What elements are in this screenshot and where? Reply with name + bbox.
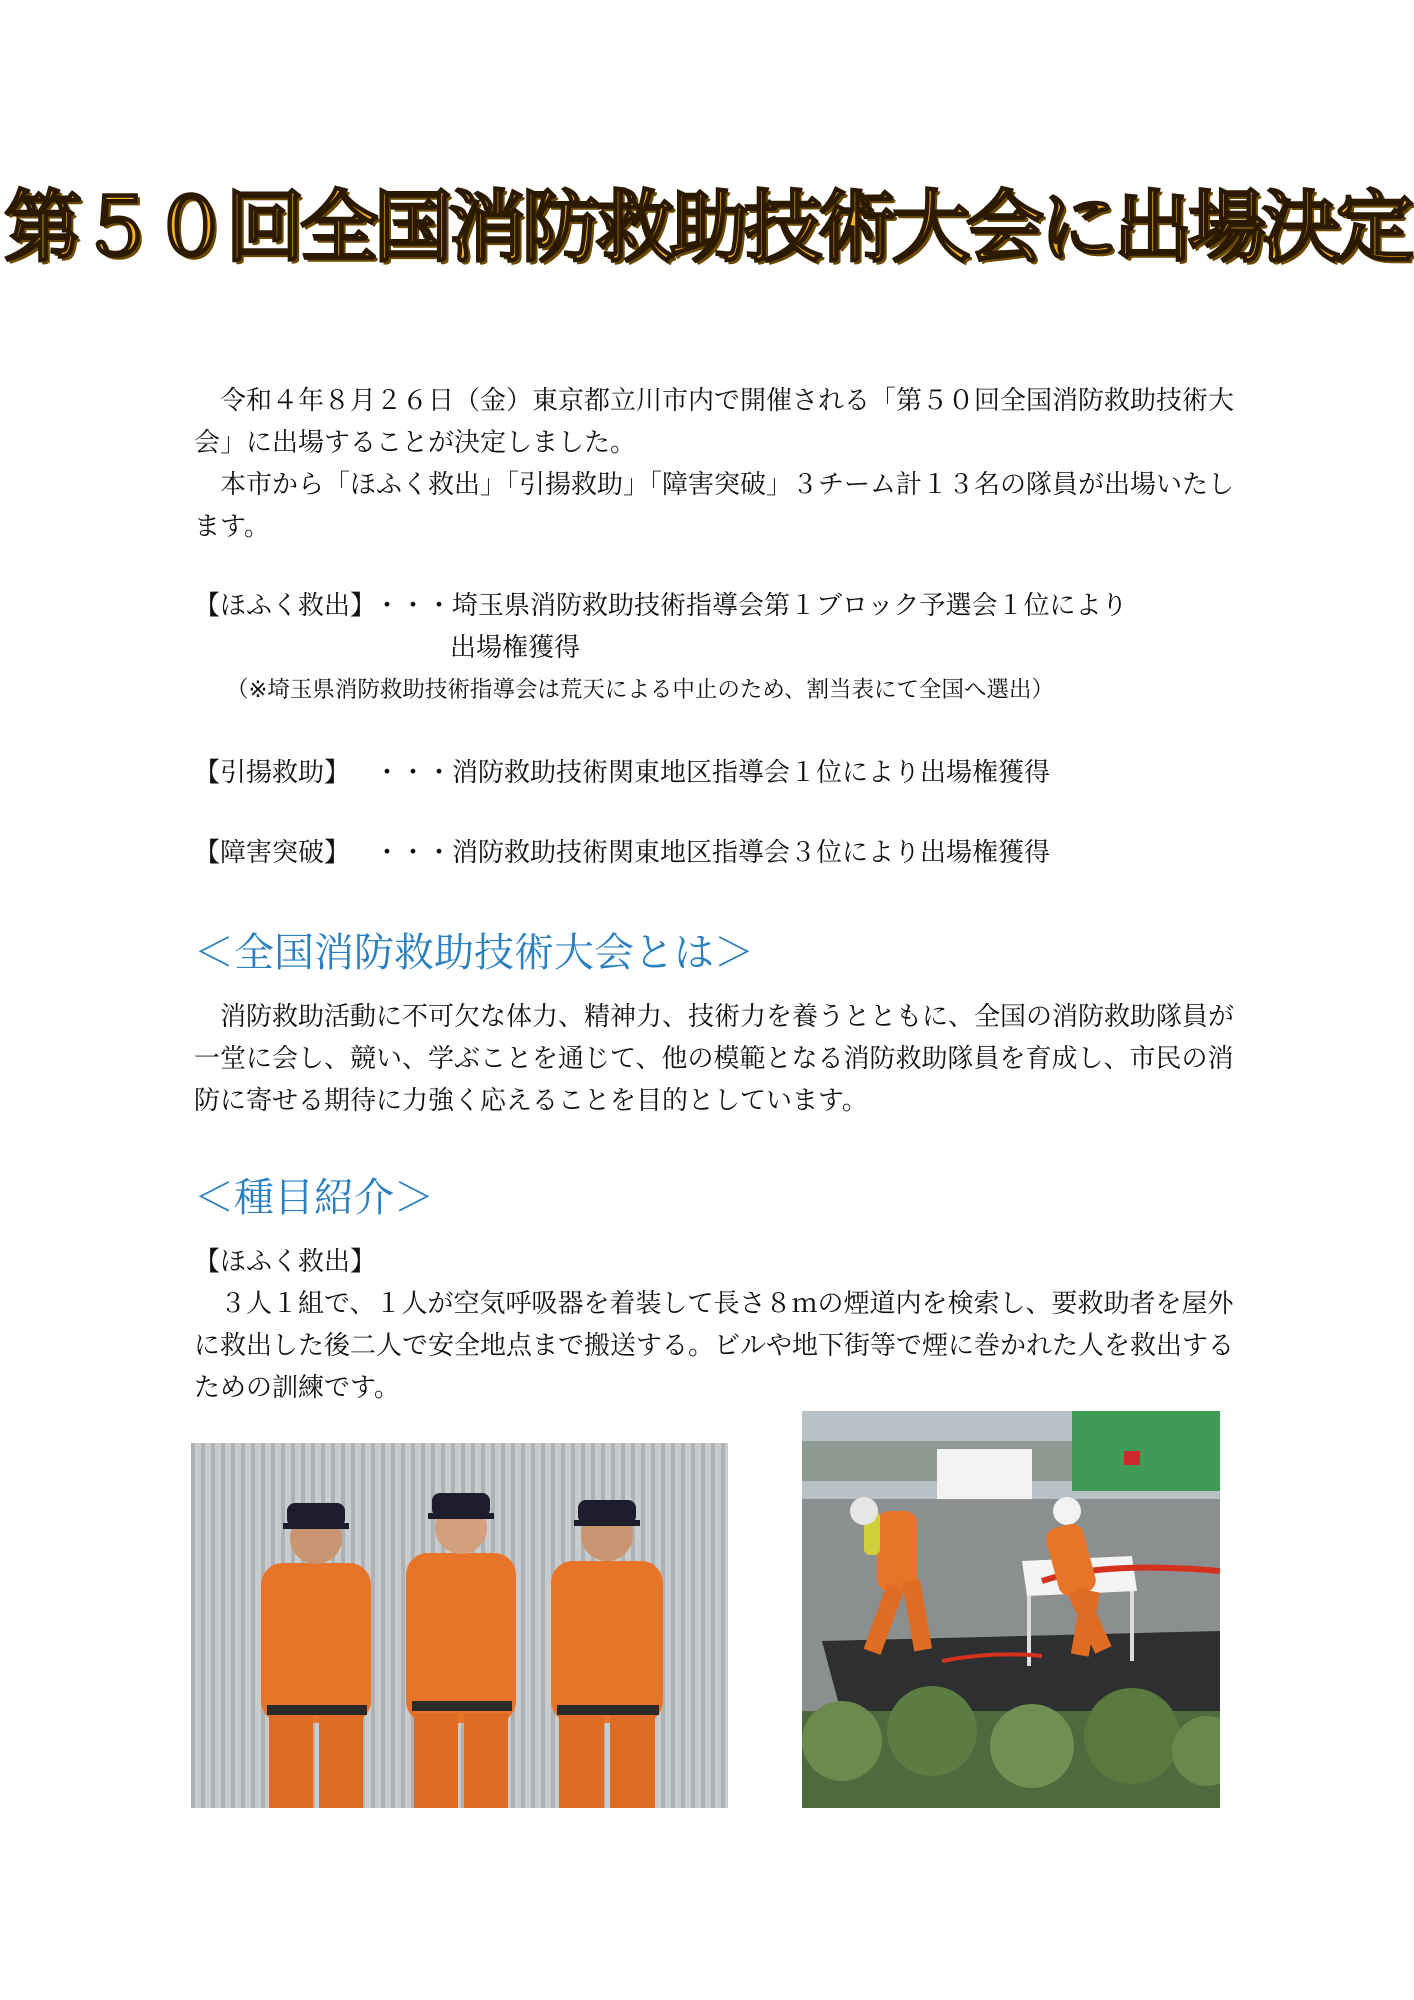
intro-paragraph-1 [194, 380, 1234, 464]
event-item-label: 【ほふく救出】 [194, 1247, 377, 1277]
intro-paragraph-2 [194, 464, 1234, 548]
events-heading: ＜種目紹介＞ [194, 1175, 434, 1221]
intro-text-1: 令和４年８月２６日（金）東京都立川市内で開催される「第５０回全国消防救助技術大会」に出場することが決定しました。 [194, 386, 1235, 458]
qual-hofuku-label: 【ほふく救出】 [194, 591, 377, 621]
qual-shogai-text: ・・・消防救助技術関東地区指導会３位により出場権獲得 [374, 838, 1051, 868]
about-text: 消防救助活動に不可欠な体力、精神力、技術力を養うとともに、全国の消防救助隊員が一堂に会し、競い、学ぶことを通じて、他の模範となる消防救助隊員を育成し、市民の消防に寄せる期待に力強く応えることを目的としています。 [194, 1002, 1235, 1116]
about-paragraph [194, 996, 1234, 1122]
qual-hikiage-text: ・・・消防救助技術関東地区指導会１位により出場権獲得 [374, 758, 1051, 788]
training-photo [802, 1411, 1220, 1808]
qual-hofuku-note: （※埼玉県消防救助技術指導会は荒天による中止のため、割当表にて全国へ選出） [226, 677, 1054, 703]
intro-text-2: 本市から「ほふく救出」「引揚救助」「障害突破」３チーム計１３名の隊員が出場いたします。 [194, 470, 1235, 542]
qual-shogai-label: 【障害突破】 [194, 838, 351, 868]
event-item-paragraph [194, 1283, 1234, 1409]
qual-hofuku-text: ・・・埼玉県消防救助技術指導会第１ブロック予選会１位により [374, 591, 1128, 621]
qual-hofuku-text-2: 出場権獲得 [450, 633, 581, 663]
qual-hikiage-label: 【引揚救助】 [194, 758, 351, 788]
team-photo [191, 1443, 728, 1808]
page-title: 第５０回全国消防救助技術大会に出場決定 [3, 183, 1410, 273]
about-heading: ＜全国消防救助技術大会とは＞ [194, 930, 754, 976]
event-item-text: ３人１組で、１人が空気呼吸器を着装して長さ８ｍの煙道内を検索し、要救助者を屋外に救出した後二人で安全地点まで搬送する。ビルや地下街等で煙に巻かれた人を救出するための訓練です。 [194, 1289, 1235, 1403]
